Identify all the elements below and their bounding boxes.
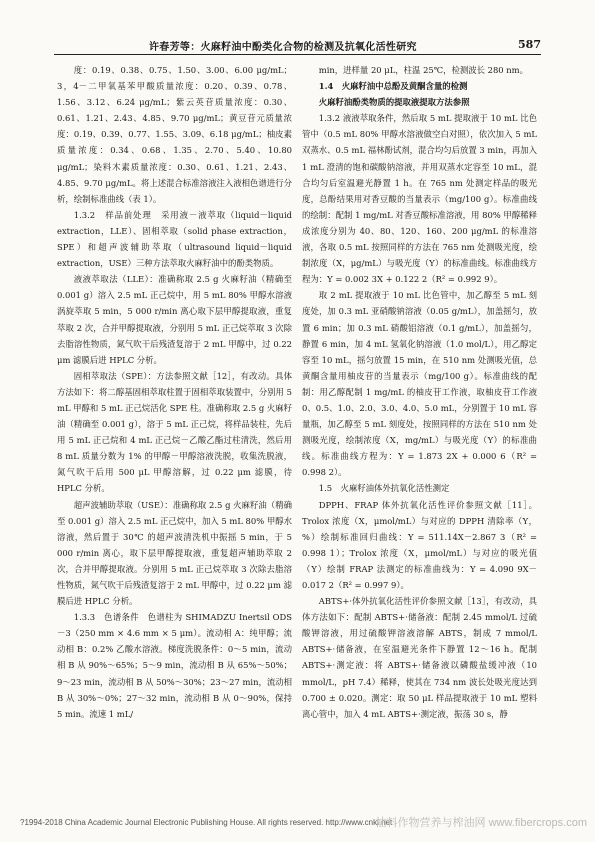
right-column <box>302 62 537 722</box>
section-heading: 1.3.3 色谱条件 色谱柱为 SHIMADZU Inertsil ODS－3（250 mm × 4.6 mm × 5 μm）。流动相 A：纯甲醇；流动相 B：0.2% 乙酸水溶液。梯度洗脱条件：0～5 min，流动相 B 从 90%～65%；5～9 min，流动相 B 从 65%～50%；9～23 min，流动相 B 从 50%～30%；23～27 min，流动相 B 从 30%～0%；27～32 min，流动相 B 从 0～90%，保持 5 min。流速 1 mL/ <box>57 612 292 719</box>
paragraph: 1.3.2 液液萃取条件，然后取 5 mL 提取液于 10 mL 比色管中（0.5 mL 80% 甲醇水溶液做空白对照），依次加入 5 mL 双蒸水、0.5 mL 福林酚试剂，混合均匀后放置 3 min，再加入 1 mL 澄清的饱和碳酸钠溶液，并用双蒸水定容至 10 mL，混合均匀后室温避光静置 1 h。在 765 nm 处测定样品的吸光度，总酚结果用对香豆酸的当量表示（mg/100 g）。标准曲线的绘制：配制 1 mg/mL 对香豆酸标准溶液，用 80% 甲醇稀释成浓度分别为 40、80、120、160、200 μg/mL 的标准溶液，各取 0.5 mL 按照同样的方法在 765 nm 处测吸光度，绘制浓度（X，μg/mL）与吸光度（Y）的标准曲线。标准曲线方程为：Y = 0.002 3X + 0.122 2（R² = 0.992 9）。 <box>302 113 537 285</box>
section-heading: 1.3.2 样品前处理 采用液－液萃取（liquid－liquid extraction，LLE）、固相萃取（solid phase extraction，SPE）和超声波辅助萃取（ultrasound liquid－liquid extraction，USE）三种方法萃取火麻籽油中的酚类物质。 <box>57 209 292 269</box>
paragraph: ABTS+·体外抗氧化活性评价参照文献［13］，有改动，具体方法如下：配制 ABTS+·储备液：配制 2.45 mmol/L 过硫酸钾溶液，用过硫酸钾溶液溶解 ABTS，制成 7 mmol/L ABTS+·储备液，在室温避光条件下静置 12～16 h。配制 ABTS+·测定液：将 ABTS+·储备液以磷酸盐缓冲液（10 mmol/L，pH 7.4）稀释，使其在 734 nm 波长处吸光度达到 0.700 ± 0.020。测定：取 50 μL 样品提取液于 10 mL 塑料离心管中，加入 4 mL ABTS+·测定液，振荡 30 s，静 <box>302 596 537 719</box>
paragraph: 度：0.19、0.38、0.75、1.50、3.00、6.00 μg/mL；3，4－二甲氧基苯甲酸质量浓度：0.20、0.39、0.78、1.56、3.12、6.24 μg/mL；紫云英苷质量浓度：0.30、0.61、1.21、2.43、4.85、9.70 μg/mL；黄豆苷元质量浓度：0.19、0.39、0.77、1.55、3.09、6.18 μg/mL；柚皮素质量浓度：0.34、0.68、1.35、2.70、5.40、10.80 μg/mL；染料木素质量浓度：0.30、0.61、1.21、2.43、4.85、9.70 μg/mL。将上述混合标准溶液注入液相色谱进行分析，绘制标准曲线（表 1）。 <box>57 65 292 204</box>
left-column <box>57 62 292 722</box>
paragraph: 液液萃取法（LLE）：准确称取 2.5 g 火麻籽油（精确至 0.001 g）溶入 2.5 mL 正己烷中，用 5 mL 80% 甲醇水溶液涡旋萃取 5 min，5 000 r/min 离心取下层甲醇提取液，重复萃取 2 次，合并甲醇提取液，分别用 5 mL 正己烷萃取 3 次除去脂溶性物质，氮气吹干后残渣复溶于 2 mL 甲醇中，过 0.22 μm 滤膜后进 HPLC 分析。 <box>57 274 292 365</box>
paragraph: min，进样量 20 μL，柱温 25℃，检测波长 280 nm。 <box>318 65 529 75</box>
section-heading: 火麻籽油酚类物质的提取液提取方法参照 <box>318 97 470 108</box>
section-heading: 1.5 火麻籽油体外抗氧化活性测定 <box>318 483 450 494</box>
running-title: 许春芳等：火麻籽油中酚类化合物的检测及抗氧化活性研究 <box>149 42 417 53</box>
paragraph: DPPH、FRAP 体外抗氧化活性评价参照文献［11］。Trolox 浓度（X，μmol/mL）与对应的 DPPH 清除率（Y，%）绘制标准回归曲线：Y = 511.14X－2.867 3（R² = 0.998 1）；Trolox 浓度（X，μmol/mL）与对应的吸光值（Y）绘制 FRAP 法测定的标准曲线为：Y = 4.090 9X－0.017 2（R² = 0.997 9）。 <box>302 499 537 590</box>
copyright-notice: ?1994-2018 China Academic Journal Electronic Publishing House. All rights reserved. http://www.cnki.net <box>20 818 393 827</box>
watermark: 油料作物营养与榨油网 www.fibercrops.com <box>375 817 587 829</box>
paragraph: 取 2 mL 提取液于 10 mL 比色管中，加乙醇至 5 mL 刻度处，加 0.3 mL 亚硝酸钠溶液（0.05 g/mL），加盖摇匀，放置 6 min；加 0.3 mL 硝酸铝溶液（0.1 g/mL），加盖摇匀，静置 6 min，加 4 mL 氢氧化钠溶液（1.0 mol/L），用乙醇定容至 10 mL，摇匀放置 15 min，在 510 nm 处测吸光值，总黄酮含量用柚皮苷的当量表示（mg/100 g）。标准曲线的配制：用乙醇配制 1 mg/mL 的柚皮苷工作液，取柚皮苷工作液 0、0.5、1.0、2.0、3.0、4.0、5.0 mL，分别置于 10 mL 容量瓶，加乙醇至 5 mL 刻度处，按照同样的方法在 510 nm 处测吸光度，绘制浓度（X，mg/mL）与吸光度（Y）的标准曲线。标准曲线方程为：Y = 1.873 2X + 0.000 6（R² = 0.998 2）。 <box>302 290 537 478</box>
page-footer <box>20 818 587 832</box>
page-number: 587 <box>518 38 541 51</box>
page-header <box>54 36 541 55</box>
section-heading: 1.4 火麻籽油中总酚及黄酮含量的检测 <box>318 81 468 92</box>
paragraph: 固相萃取法（SPE）：方法参照文献［12］，有改动。具体方法如下：将二醇基固相萃取柱置于固相萃取装置中，分别用 5 mL 甲醇和 5 mL 正己烷活化 SPE 柱。准确称取 2.5 g 火麻籽油（精确至 0.001 g），溶于 5 mL 正己烷，将样品装柱，先后用 5 mL 正己烷和 4 mL 正己烷－乙酸乙酯过柱清洗，然后用 8 mL 质量分数为 1% 的甲醇－甲醇溶液洗脱，收集洗脱液，氮气吹干后用 500 μL 甲醇溶解，过 0.22 μm 滤膜，待 HPLC 分析。 <box>57 370 292 494</box>
paragraph: 超声波辅助萃取（USE）：准确称取 2.5 g 火麻籽油（精确至 0.001 g）溶入 2.5 mL 正己烷中，加入 5 mL 80% 甲醇水溶液，然后置于 30℃ 的超声波清洗机中振摇 5 min，于 5 000 r/min 离心，取下层甲醇提取液，重复超声辅助萃取 2 次，合并甲醇提取液。分别用 5 mL 正己烷萃取 3 次除去脂溶性物质，氮气吹干后残渣复溶于 2 mL 甲醇中，过 0.22 μm 滤膜后进 HPLC 分析。 <box>57 499 292 607</box>
